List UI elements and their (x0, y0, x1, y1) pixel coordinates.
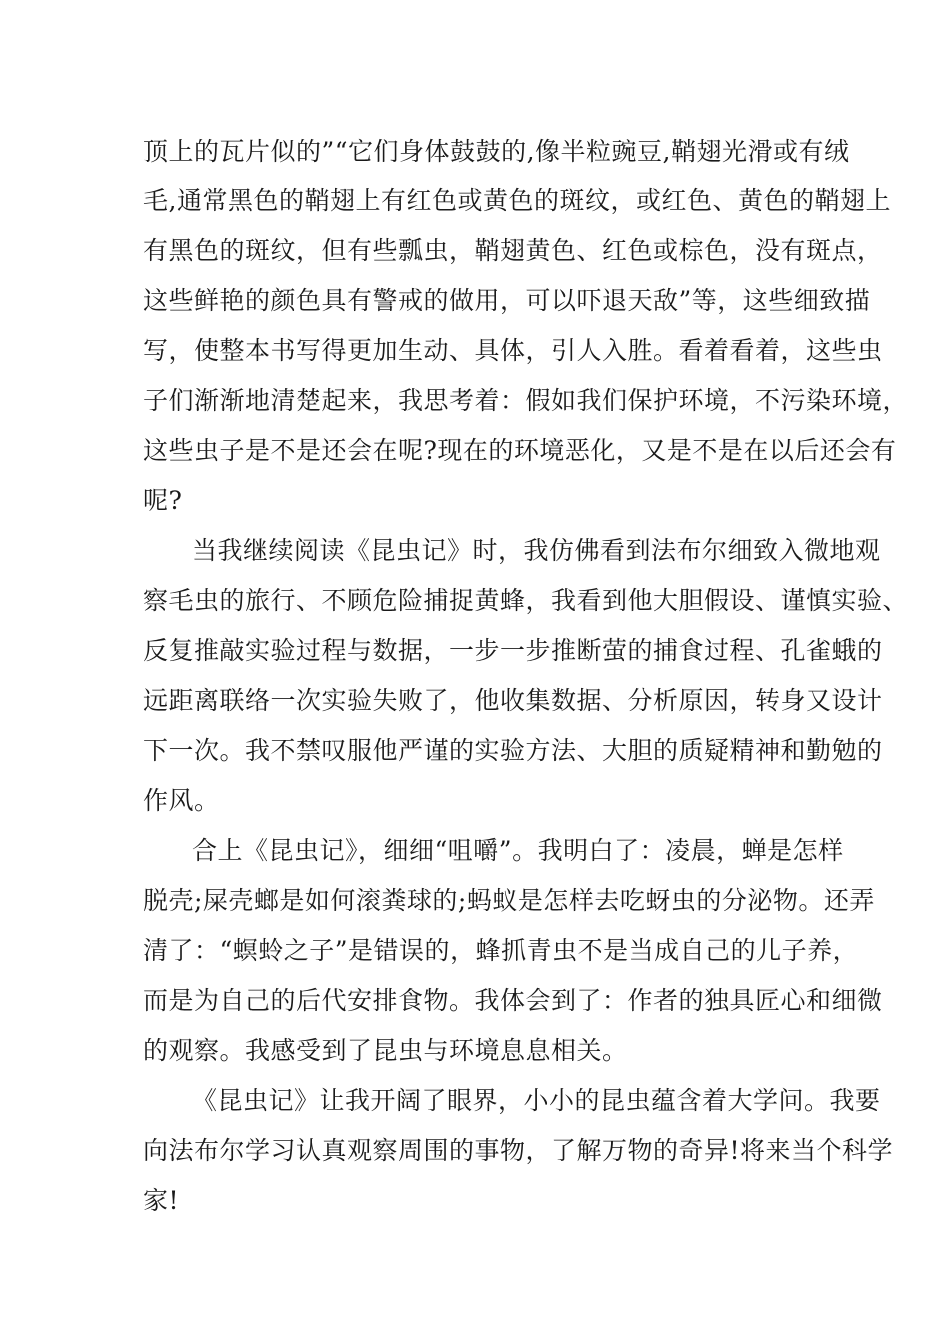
paragraph-first-line: 当我继续阅读《昆虫记》时，我仿佛看到法布尔细致入微地观 (192, 536, 881, 565)
text-line: 远距离联络一次实验失败了，他收集数据、分析原因，转身又设计 (143, 686, 883, 715)
text-line: 这些鲜艳的颜色具有警戒的做用，可以吓退天敌”等，这些细致描 (143, 286, 871, 315)
text-line: 呢? (143, 486, 183, 515)
text-line: 反复推敲实验过程与数据，一步一步推断萤的捕食过程、孔雀蛾的 (143, 636, 883, 665)
text-line: 察毛虫的旅行、不顾危险捕捉黄蜂，我看到他大胆假设、谨慎实验、 (143, 586, 909, 615)
text-line: 顶上的瓦片似的”“它们身体鼓鼓的,像半粒豌豆,鞘翅光滑或有绒 (143, 137, 850, 166)
text-line: 写，使整本书写得更加生动、具体，引人入胜。看着看着，这些虫 (143, 336, 883, 365)
text-line: 清了：“螟蛉之子”是错误的，蜂抓青虫不是当成自己的儿子养， (143, 936, 859, 965)
text-line: 子们渐渐地清楚起来，我思考着：假如我们保护环境，不污染环境， (143, 386, 909, 415)
paragraph-first-line: 《昆虫记》让我开阔了眼界，小小的昆虫蕴含着大学问。我要 (192, 1086, 881, 1115)
text-line: 家! (143, 1186, 180, 1215)
text-line: 下一次。我不禁叹服他严谨的实验方法、大胆的质疑精神和勤勉的 (143, 736, 883, 765)
text-line: 有黑色的斑纹，但有些瓢虫，鞘翅黄色、红色或棕色，没有斑点， (143, 236, 883, 265)
text-line: 脱壳;屎壳螂是如何滚粪球的;蚂蚁是怎样去吃蚜虫的分泌物。还弄 (143, 886, 875, 915)
text-line: 作风。 (143, 786, 220, 815)
text-line: 而是为自己的后代安排食物。我体会到了：作者的独具匠心和细微 (143, 986, 883, 1015)
text-line: 的观察。我感受到了昆虫与环境息息相关。 (143, 1036, 628, 1065)
text-line: 这些虫子是不是还会在呢?现在的环境恶化，又是不是在以后还会有 (143, 436, 897, 465)
text-line: 毛,通常黑色的鞘翅上有红色或黄色的斑纹，或红色、黄色的鞘翅上 (143, 186, 891, 215)
text-line: 向法布尔学习认真观察周围的事物，了解万物的奇异!将来当个科学 (143, 1136, 894, 1165)
paragraph-first-line: 合上《昆虫记》，细细“咀嚼”。我明白了：凌晨，蝉是怎样 (192, 836, 844, 865)
